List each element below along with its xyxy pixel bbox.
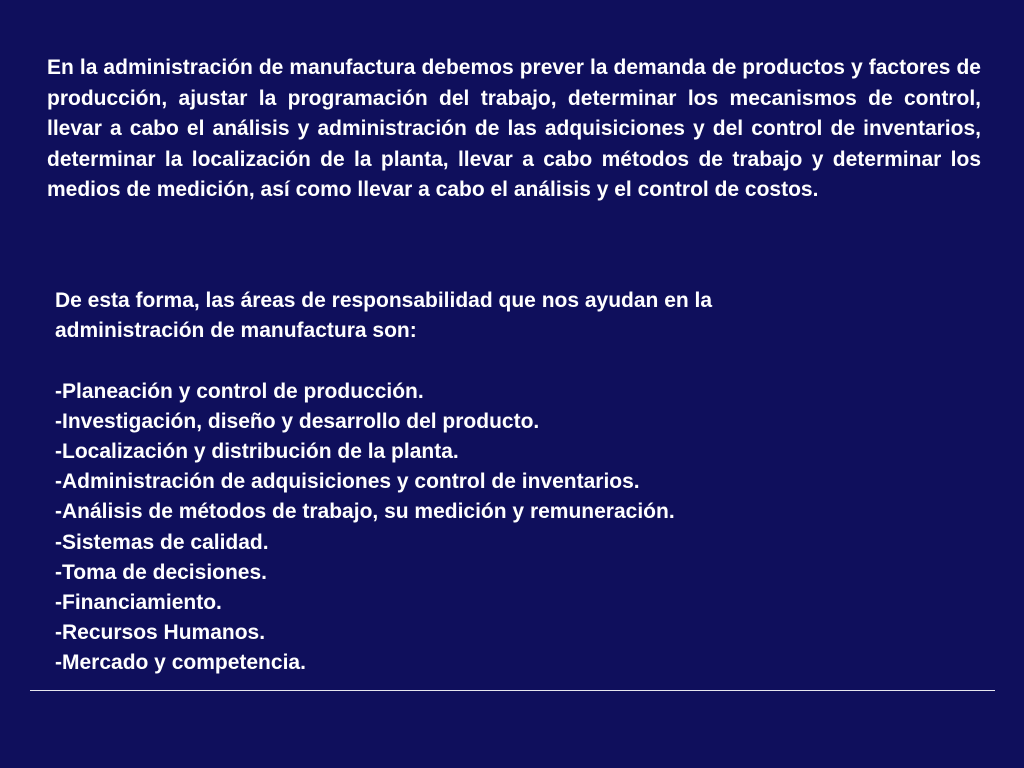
responsibility-areas-section (55, 286, 975, 679)
list-item: -Investigación, diseño y desarrollo del producto. (55, 409, 540, 433)
intro-paragraph: En la administración de manufactura debemos prever la demanda de productos y factores de producción, ajustar la programación del trabajo, determinar los mecanismos de control, llevar a cabo el análisis y administración de las adquisiciones y del control de inventarios, determinar la localización de la planta, llevar a cabo métodos de trabajo y determinar los medios de medición, así como llevar a cabo el análisis y el control de costos. (47, 56, 981, 202)
list-item: -Planeación y control de producción. (55, 379, 424, 403)
list-item: -Financiamiento. (55, 591, 222, 615)
list-item: -Toma de decisiones. (55, 560, 267, 584)
blank-line (55, 346, 975, 376)
list-item: -Mercado y competencia. (55, 651, 306, 675)
areas-list (55, 377, 975, 679)
bottom-divider (30, 690, 995, 691)
list-item: -Análisis de métodos de trabajo, su medición y remuneración. (55, 500, 675, 524)
lead-text (55, 286, 975, 346)
list-item: -Sistemas de calidad. (55, 530, 269, 554)
list-item: -Recursos Humanos. (55, 621, 266, 645)
lead-line-1: De esta forma, las áreas de responsabilidad que nos ayudan en la (55, 289, 713, 312)
lead-line-2: administración de manufactura son: (55, 319, 417, 343)
list-item: -Localización y distribución de la planta. (55, 440, 459, 463)
list-item: -Administración de adquisiciones y control de inventarios. (55, 470, 640, 494)
